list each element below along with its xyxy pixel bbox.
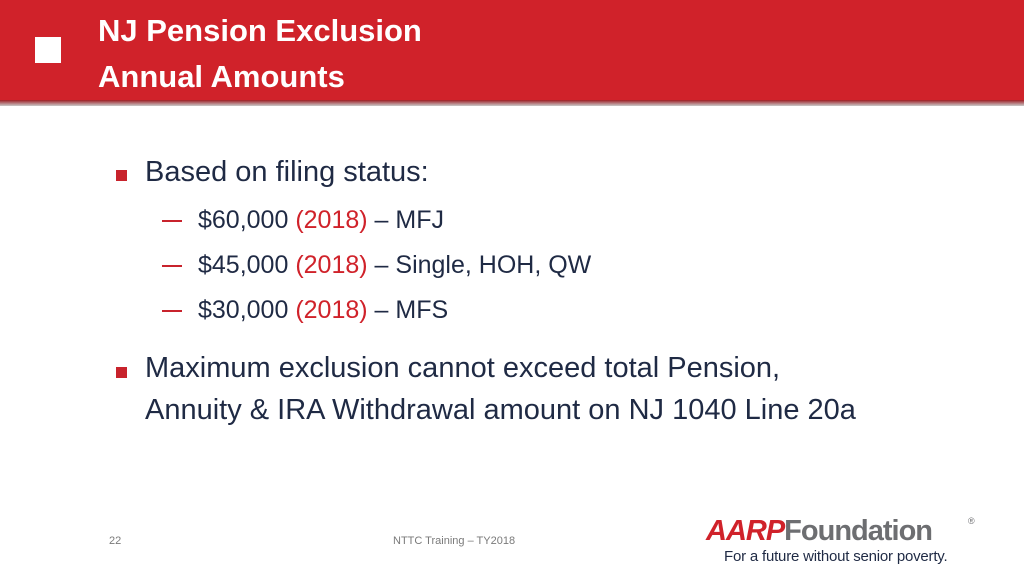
sub-item-year: (2018) [295, 296, 368, 324]
sub-item-mfj [198, 205, 444, 235]
bullet-square-icon [116, 170, 127, 181]
page-number: 22 [109, 535, 122, 547]
sub-item-status: – MFJ [374, 206, 444, 234]
slide-title-line2: Annual Amounts [98, 59, 345, 94]
sub-item-single [198, 250, 591, 280]
aarp-foundation-logo [706, 514, 978, 568]
sub-item-year: (2018) [295, 206, 368, 234]
bullet-max-exclusion-line1: Maximum exclusion cannot exceed total Pension, [145, 352, 781, 384]
bullet-filing-status: Based on filing status: [145, 156, 429, 188]
header-square-icon [35, 37, 61, 63]
registered-mark: ® [968, 516, 975, 526]
sub-item-amount: $30,000 [198, 296, 289, 324]
logo-foundation: Foundation [784, 515, 933, 547]
logo-tagline: For a future without senior poverty. [724, 548, 948, 565]
bullet-square-icon [116, 367, 127, 378]
sub-item-year: (2018) [295, 251, 368, 279]
sub-item-amount: $60,000 [198, 206, 289, 234]
sub-item-amount: $45,000 [198, 251, 289, 279]
dash-icon [162, 310, 182, 312]
sub-item-status: – Single, HOH, QW [374, 251, 592, 279]
dash-icon [162, 220, 182, 222]
logo-aarp: AARP [706, 515, 785, 547]
logo-wordmark [706, 514, 932, 548]
sub-item-status: – MFS [374, 296, 449, 324]
slide-title [98, 8, 422, 100]
slide-title-line1: NJ Pension Exclusion [98, 13, 422, 48]
title-bar-shadow [0, 100, 1024, 106]
footer-text: NTTC Training – TY2018 [393, 535, 516, 547]
dash-icon [162, 265, 182, 267]
sub-item-mfs [198, 295, 448, 325]
bullet-max-exclusion-line2: Annuity & IRA Withdrawal amount on NJ 1040 Line 20a [145, 394, 856, 426]
